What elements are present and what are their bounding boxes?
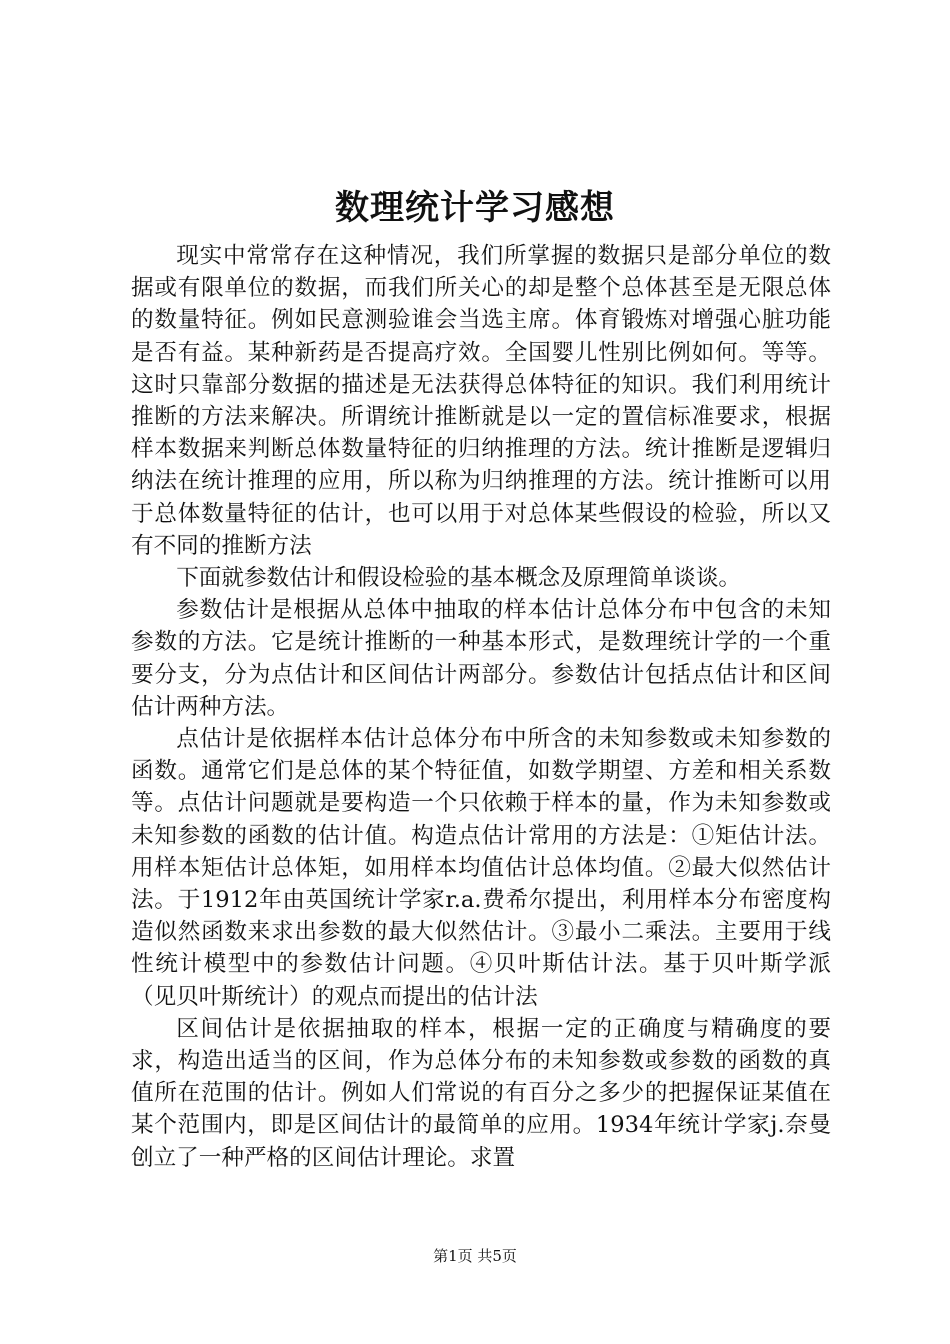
paragraph-parameter-estimation: 参数估计是根据从总体中抽取的样本估计总体分布中包含的未知参数的方法。它是统计推断的一种基本形式，是数理统计学的一个重要分支，分为点估计和区间估计两部分。参数估计包括点估计和区间估计两种方法。 — [131, 597, 831, 720]
paragraph-interval-estimation: 区间估计是依据抽取的样本，根据一定的正确度与精确度的要求，构造出适当的区间，作为总体分布的未知参数或参数的函数的真值所在范围的估计。例如人们常说的有百分之多少的把握保证某值在某个范围内，即是区间估计的最简单的应用。1934年统计学家j.奈曼创立了一种严格的区间估计理论。求置 — [131, 1015, 831, 1171]
page-footer: 第1页 共5页 — [433, 1247, 517, 1265]
document-body — [131, 240, 831, 1174]
paragraph-point-estimation: 点估计是依据样本估计总体分布中所含的未知参数或未知参数的函数。通常它们是总体的某个特征值，如数学期望、方差和相关系数等。点估计问题就是要构造一个只依赖于样本的量，作为未知参数或未知参数的函数的估计值。构造点估计常用的方法是：①矩估计法。用样本矩估计总体矩，如用样本均值估计总体均值。②最大似然估计法。于1912年由英国统计学家r.a.费希尔提出，利用样本分布密度构造似然函数来求出参数的最大似然估计。③最小二乘法。主要用于线性统计模型中的参数估计问题。④贝叶斯估计法。基于贝叶斯学派（见贝叶斯统计）的观点而提出的估计法 — [131, 726, 831, 1010]
paragraph-intro: 现实中常常存在这种情况，我们所掌握的数据只是部分单位的数据或有限单位的数据，而我们所关心的却是整个总体甚至是无限总体的数量特征。例如民意测验谁会当选主席。体育锻炼对增强心脏功能是否有益。某种新药是否提高疗效。全国婴儿性别比例如何。等等。这时只靠部分数据的描述是无法获得总体特征的知识。我们利用统计推断的方法来解决。所谓统计推断就是以一定的置信标准要求，根据样本数据来判断总体数量特征的归纳推理的方法。统计推断是逻辑归纳法在统计推理的应用，所以称为归纳推理的方法。统计推断可以用于总体数量特征的估计，也可以用于对总体某些假设的检验，所以又有不同的推断方法 — [131, 243, 831, 559]
paragraph-overview: 下面就参数估计和假设检验的基本概念及原理简单谈谈。 — [176, 565, 742, 592]
document-title: 数理统计学习感想 — [335, 188, 615, 228]
